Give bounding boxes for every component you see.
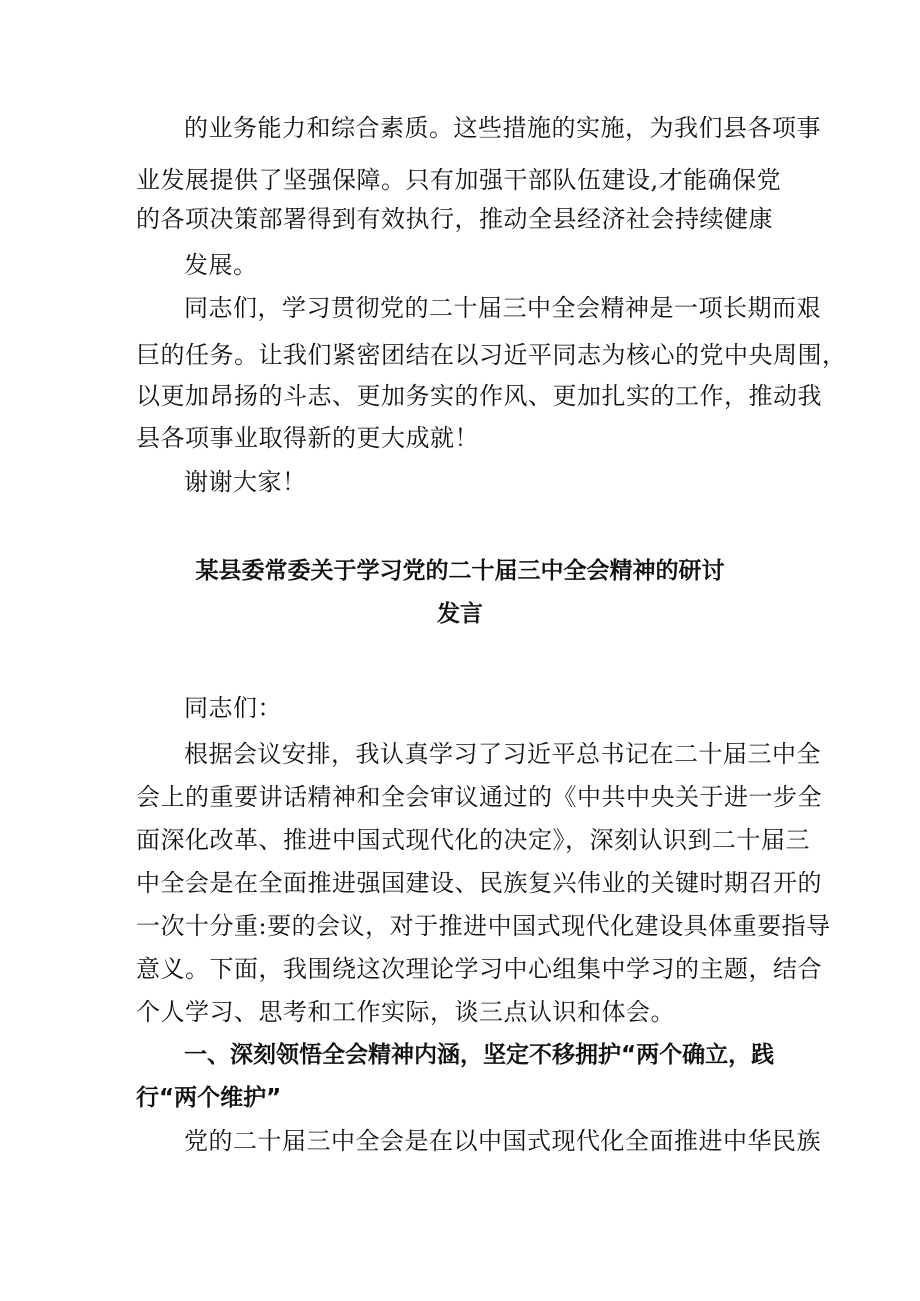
body-text-line: 县各项事业取得新的更大成就！ — [136, 424, 479, 452]
body-text-line: 党的二十届三中全会是在以中国式现代化全面推进中华民族 — [184, 1127, 821, 1155]
body-text-line: 发展。 — [184, 251, 258, 279]
section-heading-line: 行“两个维护” — [136, 1085, 282, 1111]
body-text-line: 的各项决策部署得到有效执行，推动全县经济社会持续健康 — [136, 205, 773, 233]
article-title-line-2: 发言 — [437, 601, 483, 627]
section-heading-line: 一、深刻领悟全会精神内涵，坚定不移拥护“两个确立，践 — [184, 1042, 775, 1068]
body-text-line: 会上的重要讲话精神和全会审议通过的《中共中央关于进一步全 — [136, 783, 822, 811]
body-text-line: 意义。下面，我围绕这次理论学习中心组集中学习的主题，结合 — [136, 955, 822, 983]
body-text-line: 以更加昂扬的斗志、更加务实的作风、更加扎实的工作，推动我 — [136, 382, 822, 410]
body-text-line: 根据会议安排，我认真学习了习近平总书记在二十届三中全 — [184, 740, 821, 768]
salutation: 同志们： — [184, 694, 282, 722]
body-text-line: 一次十分重:要的会议，对于推进中国式现代化建设具体重要指导 — [136, 912, 831, 940]
body-text-line: 业发展提供了坚强保障。只有加强干部队伍建设,才能确保党 — [136, 166, 782, 194]
article-title-line-1: 某县委常委关于学习党的二十届三中全会精神的研讨 — [195, 558, 725, 584]
body-text-line: 中全会是在全面推进强国建设、民族复兴伟业的关键时期召开的 — [136, 869, 822, 897]
closing-remark: 谢谢大家！ — [184, 468, 307, 496]
body-text-line: 面深化改革、推进中国式现代化的决定》，深刻认识到二十届三 — [136, 826, 810, 854]
body-text-line: 同志们，学习贯彻党的二十届三中全会精神是一项长期而艰 — [184, 294, 821, 322]
body-text-line: 巨的任务。让我们紧密团结在以习近平同志为核心的党中央周围， — [136, 341, 847, 369]
body-text-line: 的业务能力和综合素质。这些措施的实施，为我们县各项事 — [184, 114, 821, 142]
body-text-line: 个人学习、思考和工作实际，谈三点认识和体会。 — [136, 998, 675, 1026]
